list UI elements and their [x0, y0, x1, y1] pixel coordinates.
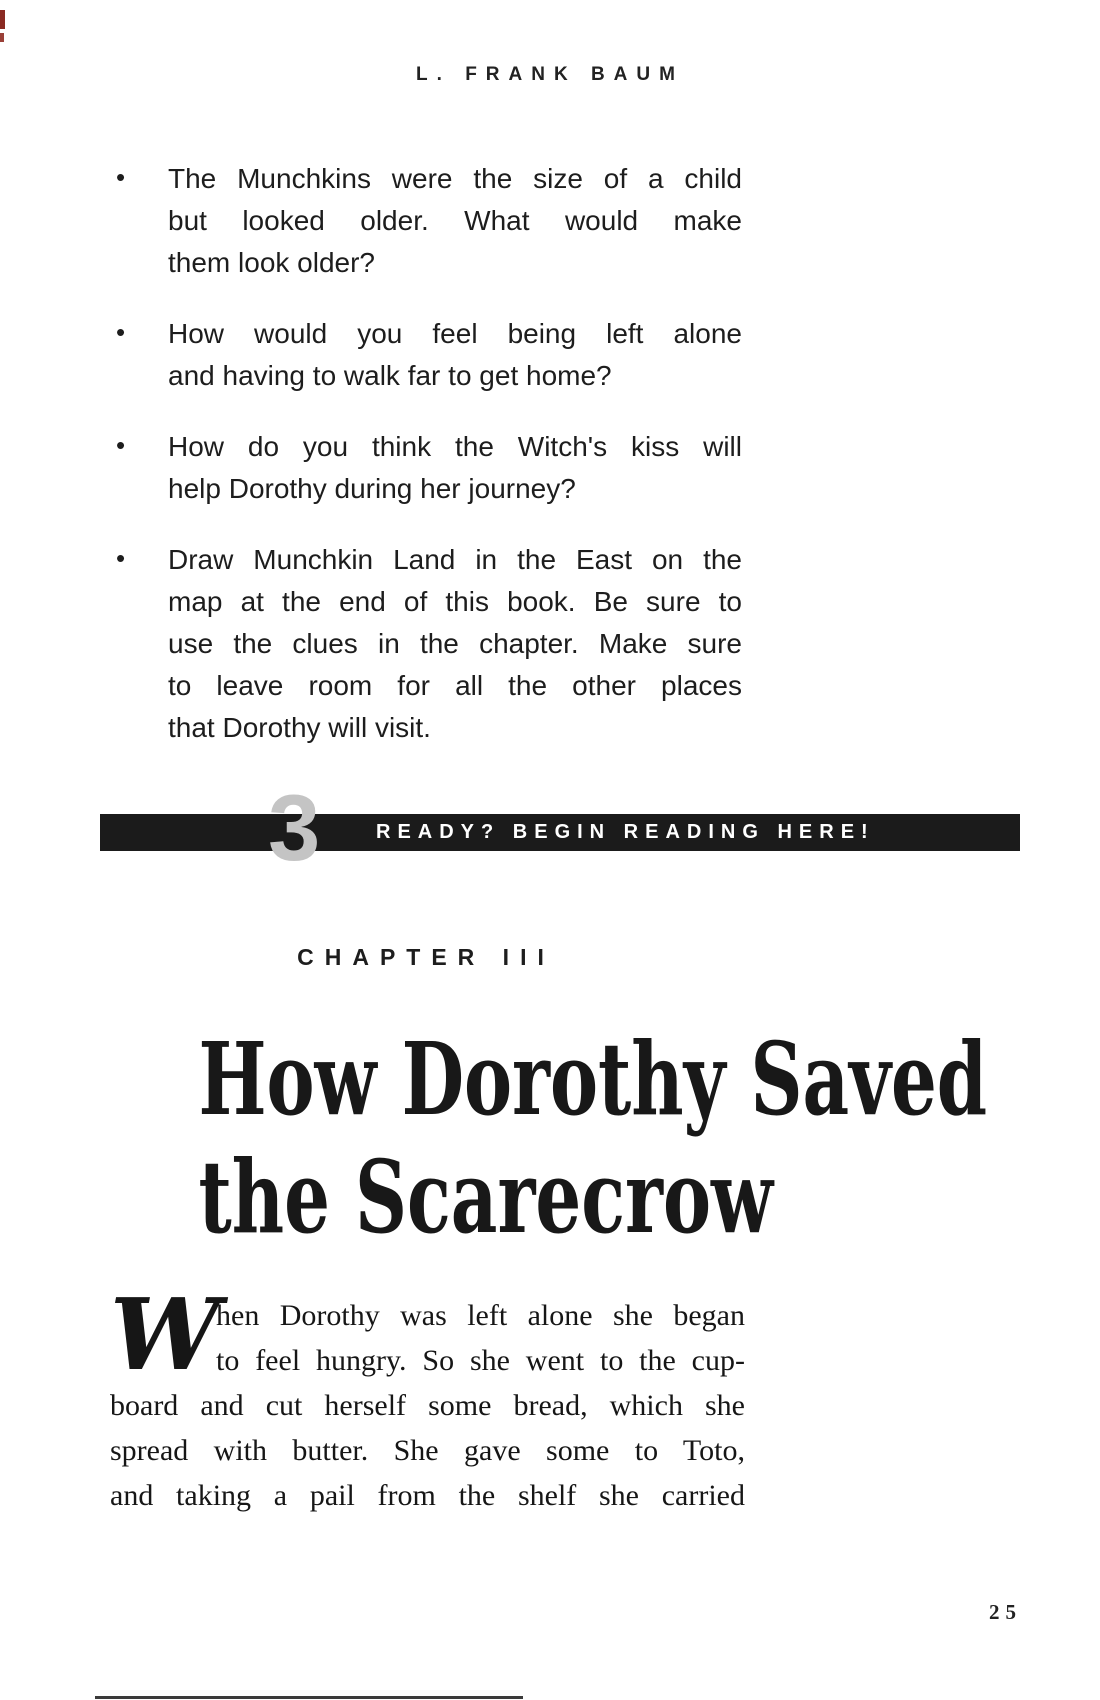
scan-artifact-red — [0, 33, 4, 42]
chapter-title — [198, 1020, 988, 1256]
bullet-line: to leave room for all the other places — [168, 670, 742, 701]
bullet-line: map at the end of this book. Be sure to — [168, 586, 742, 617]
bullet-line: help Dorothy during her journey? — [168, 473, 576, 504]
bullet-line: use the clues in the chapter. Make sure — [168, 628, 742, 659]
section-banner-label: READY? BEGIN READING HERE! — [376, 821, 875, 843]
drop-cap: W — [110, 1278, 221, 1393]
page-number: 25 — [989, 1600, 1022, 1624]
scan-artifact-red — [0, 10, 5, 29]
body-line: to feel hungry. So she went to the cup- — [216, 1344, 745, 1377]
body-paragraph — [110, 1278, 745, 1518]
bullet-marker: • — [116, 430, 126, 460]
section-banner — [100, 775, 1020, 880]
bullet-item — [110, 313, 742, 397]
bullet-marker: • — [116, 543, 126, 573]
chapter-kicker: CHAPTER III — [297, 944, 555, 970]
bullet-line: Draw Munchkin Land in the East on the — [168, 544, 742, 575]
bullet-line: How would you feel being left alone — [168, 318, 742, 349]
body-line: and taking a pail from the shelf she carried — [110, 1479, 745, 1512]
body-line: spread with butter. She gave some to Toto, — [110, 1434, 745, 1467]
bullet-marker: • — [116, 162, 126, 192]
question-list — [110, 158, 742, 778]
chapter-title-line-2: the Scarecrow — [198, 1138, 773, 1256]
running-header: L. FRANK BAUM — [416, 64, 684, 85]
bullet-marker: • — [116, 317, 126, 347]
bullet-item — [110, 539, 742, 749]
chapter-title-line-1: How Dorothy Saved — [198, 1020, 988, 1138]
bullet-line: How do you think the Witch's kiss will — [168, 431, 742, 462]
bullet-line: and having to walk far to get home? — [168, 360, 612, 391]
bullet-item — [110, 426, 742, 510]
bullet-line: but looked older. What would make — [168, 205, 742, 236]
section-number: 3 — [268, 775, 321, 880]
bullet-line: that Dorothy will visit. — [168, 712, 431, 743]
body-line: board and cut herself some bread, which she — [110, 1389, 745, 1422]
bullet-item — [110, 158, 742, 284]
bullet-line: them look older? — [168, 247, 376, 278]
body-line: hen Dorothy was left alone she began — [216, 1299, 745, 1332]
scan-artifact-bottom-edge — [95, 1696, 523, 1699]
bullet-line: The Munchkins were the size of a child — [168, 163, 742, 194]
